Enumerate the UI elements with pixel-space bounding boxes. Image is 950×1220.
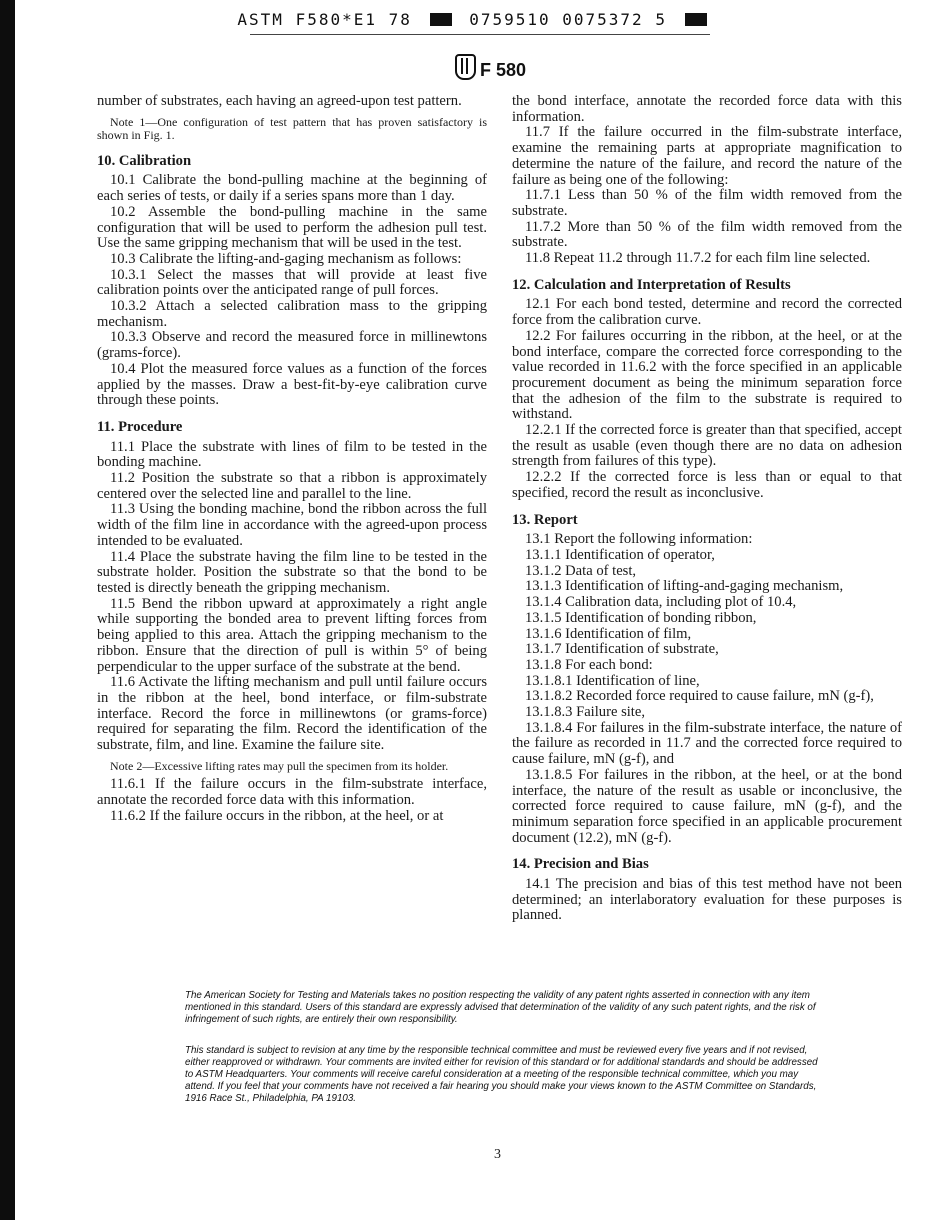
paragraph-11-1: 11.1 Place the substrate with lines of film to be tested in the bonding machine. — [97, 438, 487, 471]
report-item: 13.1.3 Identification of lifting-and-gaging mechanism, — [525, 578, 844, 595]
report-item: 13.1.2 Data of test, — [525, 562, 637, 579]
report-item: 13.1.8 For each bond: — [525, 656, 653, 673]
note-1: Note 1—One configuration of test pattern that has proven satisfactory is shown in Fig. 1. — [97, 114, 487, 143]
right-column — [512, 94, 902, 924]
paragraph-11-2: 11.2 Position the substrate so that a ribbon is approximately centered over the selected line and parallel to the line. — [97, 470, 487, 502]
paragraph-11-8: 11.8 Repeat 11.2 through 11.7.2 for each film line selected. — [525, 250, 871, 267]
report-item: 13.1.8.4 For failures in the film-substrate interface, the nature of the failure as recorded in 11.7 and the corrected force required to cause failure, mN (g-f), and — [512, 719, 902, 768]
paragraph-10-3-1: 10.3.1 Select the masses that will provide at least five calibration points over the anticipated range of pull forces. — [97, 266, 487, 299]
header-rule — [250, 34, 710, 35]
paragraph-14-1: 14.1 The precision and bias of this test method have not been determined; an interlaboratory evaluation for these purposes is planned. — [512, 876, 902, 924]
document-code-line — [0, 10, 950, 29]
paragraph-12-2-1: 12.2.1 If the corrected force is greater than that specified, accept the result as usable (even though there are no data on adhesion strength from failures of this type). — [512, 422, 902, 470]
report-item: 13.1.8.1 Identification of line, — [525, 672, 700, 689]
astm-logo-icon — [455, 54, 476, 80]
paragraph-11-7-2: 11.7.2 More than 50 % of the film width removed from the substrate. — [512, 218, 902, 251]
report-item: 13.1 Report the following information: — [525, 531, 753, 548]
document-code-a: ASTM F580*E1 78 — [237, 10, 412, 29]
paragraph-12-2-2: 12.2.2 If the corrected force is less than or equal to that specified, record the result as inconclusive. — [512, 469, 902, 501]
paragraph-11-5: 11.5 Bend the ribbon upward at approximately a right angle while supporting the bonded area to prevent lifting forces from being applied to this area. Attach the gripping mechanism to the ribbon. Ensure that the direction of pull is within 5° of being perpendicular to the upper surface of the substrate at the bend. — [97, 595, 487, 675]
black-block — [430, 13, 452, 26]
section-heading-12: 12. Calculation and Interpretation of Results — [512, 276, 791, 293]
page-number: 3 — [494, 1147, 501, 1162]
paragraph-10-1: 10.1 Calibrate the bond-pulling machine at the beginning of each series of tests, or daily if a series spans more than 1 day. — [97, 172, 487, 205]
left-column — [97, 94, 487, 824]
revision-notice: This standard is subject to revision at any time by the responsible technical committee and must be reviewed every five years and if not revised, either reapproved or withdrawn. Your comments are invited either for revision of this standard or for additional standards and should be addressed to ASTM Headquarters. Your comments will receive careful consideration at a meeting of the responsible technical committee, which you may attend. If you feel that your comments have not received a fair hearing you should make your views known to the ASTM Committee on Standards, 1916 Race St., Philadelphia, PA 19103. — [185, 1045, 818, 1104]
report-item: 13.1.7 Identification of substrate, — [525, 641, 719, 658]
paragraph-12-1: 12.1 For each bond tested, determine and record the corrected force from the calibration curve. — [512, 296, 902, 329]
paragraph-continued: the bond interface, annotate the recorded force data with this information. — [512, 93, 902, 125]
paragraph-11-6-2: 11.6.2 If the failure occurs in the ribbon, at the heel, or at — [110, 807, 444, 824]
section-heading-11: 11. Procedure — [97, 418, 183, 435]
paragraph-10-2: 10.2 Assemble the bond-pulling machine in the same configuration that will be used to perform the adhesion pull test. Use the same gripping mechanism that will be used in the test. — [97, 203, 487, 252]
paragraph-12-2: 12.2 For failures occurring in the ribbon, at the heel, or at the bond interface, compare the corrected force corresponding to the value recorded in 11.6.2 with the force specified in an applicable procurement document as being the minimum separation force that the adhesion of the film to the substrate is required to withstand. — [512, 327, 902, 423]
paragraph: number of substrates, each having an agreed-upon test pattern. — [97, 93, 462, 109]
report-item: 13.1.5 Identification of bonding ribbon, — [525, 609, 757, 626]
report-item: 13.1.8.3 Failure site, — [525, 704, 645, 721]
scan-edge-bar — [0, 0, 15, 1220]
astm-designation — [455, 54, 526, 81]
paragraph-11-6: 11.6 Activate the lifting mechanism and pull until failure occurs in the ribbon at the heel, bond interface, or film-substrate interface. Record the force in millinewtons (or grams-force) required for separating the film. Record the identification of the substrate, film, and line. Examine the failure site. — [97, 674, 487, 754]
report-item: 13.1.8.5 For failures in the ribbon, at the heel, or at the bond interface, the nature of the result as usable or inconclusive, the corrected force required to cause failure, mN (g-f), and the minimum separation force specified in an applicable procurement document (12.2), mN (g-f). — [512, 766, 902, 846]
section-heading-14: 14. Precision and Bias — [512, 856, 649, 873]
paragraph-10-3: 10.3 Calibrate the lifting-and-gaging mechanism as follows: — [110, 250, 462, 267]
report-item: 13.1.1 Identification of operator, — [525, 546, 715, 563]
report-item: 13.1.6 Identification of film, — [525, 625, 692, 642]
patent-notice: The American Society for Testing and Materials takes no position respecting the validity of any patent rights asserted in connection with any item mentioned in this standard. Users of this standard are expressly advised that determination of the validity of any such patent rights, and the risk of infringement of such rights, are entirely their own responsibility. — [185, 990, 816, 1025]
black-block — [685, 13, 707, 26]
report-item: 13.1.4 Calibration data, including plot of 10.4, — [525, 594, 797, 611]
paragraph-10-3-3: 10.3.3 Observe and record the measured force in millinewtons (grams-force). — [97, 329, 487, 362]
section-heading-13: 13. Report — [512, 511, 578, 528]
paragraph-11-6-1: 11.6.1 If the failure occurs in the film-substrate interface, annotate the recorded force data with this information. — [97, 776, 487, 808]
paragraph-10-3-2: 10.3.2 Attach a selected calibration mass to the gripping mechanism. — [97, 298, 487, 330]
paragraph-11-7-1: 11.7.1 Less than 50 % of the film width removed from the substrate. — [512, 187, 902, 219]
report-item: 13.1.8.2 Recorded force required to cause failure, mN (g-f), — [525, 688, 874, 705]
paragraph-11-7: 11.7 If the failure occurred in the film-substrate interface, examine the remaining parts at appropriate magnification to determine the nature of the failure, and record the nature of the failure as being one of the following: — [512, 124, 902, 188]
document-code-b: 0759510 0075372 5 — [469, 10, 667, 29]
note-2: Note 2—Excessive lifting rates may pull the specimen from its holder. — [110, 758, 449, 773]
designation-text: F 580 — [480, 60, 527, 80]
paragraph-10-4: 10.4 Plot the measured force values as a function of the forces applied by the masses. Draw a best-fit-by-eye calibration curve through these points. — [97, 360, 487, 409]
paragraph-11-3: 11.3 Using the bonding machine, bond the ribbon across the full width of the film line in accordance with the agreed-upon process intended to be evaluated. — [97, 501, 487, 549]
section-heading-10: 10. Calibration — [97, 152, 192, 169]
paragraph-11-4: 11.4 Place the substrate having the film line to be tested in the substrate holder. Position the substrate so that the bond to be tested is directly beneath the gripping mechanism. — [97, 548, 487, 596]
